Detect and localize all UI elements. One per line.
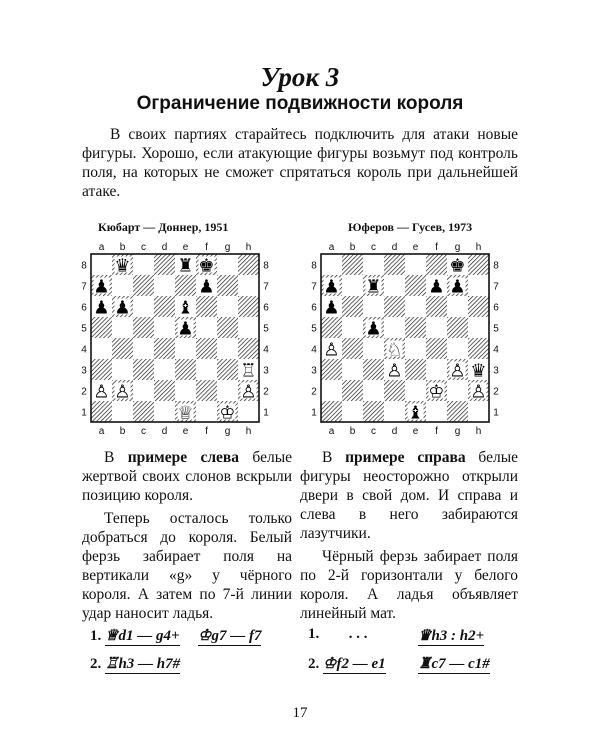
rank-label-right-7: 7	[493, 281, 499, 293]
file-label-bottom-e: e	[412, 426, 419, 437]
piece-black-a6: ♟	[93, 297, 110, 319]
square-d7	[154, 275, 175, 296]
piece-black-g7: ♟	[449, 276, 466, 298]
piece-black-a7: ♟	[93, 276, 110, 298]
square-g6	[447, 296, 468, 317]
right-p1-lead: В	[322, 449, 346, 466]
square-b2	[342, 380, 363, 401]
lesson-title: Урок 3	[260, 62, 340, 92]
file-label-top-c: c	[371, 242, 376, 253]
square-b7	[112, 275, 133, 296]
rank-label-left-7: 7	[81, 281, 87, 293]
square-c1	[133, 401, 154, 422]
left-move-1-white: ♕d1 — g4+	[105, 628, 180, 644]
rank-label-left-1: 1	[311, 407, 317, 419]
square-a5	[91, 317, 112, 338]
left-p1-lead: В	[104, 449, 128, 466]
square-d2	[384, 380, 405, 401]
rank-label-right-1: 1	[263, 407, 269, 419]
file-label-top-b: b	[119, 242, 126, 253]
rank-label-right-1: 1	[493, 407, 499, 419]
square-h4	[468, 338, 489, 359]
piece-white-g1: ♔	[219, 402, 236, 424]
piece-black-e5: ♟	[177, 318, 194, 340]
square-g1	[447, 401, 468, 422]
piece-black-b8: ♛	[114, 255, 131, 277]
square-b4	[342, 338, 363, 359]
file-label-bottom-f: f	[205, 426, 208, 437]
square-f4	[426, 338, 447, 359]
piece-black-f8: ♚	[198, 255, 215, 277]
left-move-2-number: 2.	[90, 656, 102, 672]
square-d6	[384, 296, 405, 317]
rank-label-right-2: 2	[493, 386, 499, 398]
square-h1	[468, 401, 489, 422]
file-label-top-h: h	[475, 242, 482, 253]
square-c2	[363, 380, 384, 401]
rank-label-right-3: 3	[263, 365, 269, 377]
piece-black-f7: ♟	[198, 276, 215, 298]
piece-black-e6: ♝	[177, 297, 194, 319]
file-label-bottom-b: b	[119, 426, 126, 437]
piece-white-e1: ♕	[177, 402, 194, 424]
square-b5	[342, 317, 363, 338]
rank-label-right-4: 4	[263, 344, 269, 356]
square-a8	[321, 254, 342, 275]
file-label-top-f: f	[205, 242, 208, 253]
square-h5	[238, 317, 259, 338]
piece-black-f7: ♟	[428, 276, 445, 298]
square-b3	[342, 359, 363, 380]
square-d6	[154, 296, 175, 317]
right-p1-bold: примере справа	[345, 449, 466, 466]
right-move-1-dots: . . .	[349, 626, 368, 642]
square-h4	[238, 338, 259, 359]
square-h5	[468, 317, 489, 338]
square-d4	[154, 338, 175, 359]
file-label-top-g: g	[454, 242, 461, 253]
square-a5	[321, 317, 342, 338]
square-c3	[133, 359, 154, 380]
file-label-top-g: g	[224, 242, 231, 253]
file-label-bottom-h: h	[245, 426, 252, 437]
piece-black-a6: ♟	[323, 297, 340, 319]
file-label-top-d: d	[391, 242, 398, 253]
piece-black-a7: ♟	[323, 276, 340, 298]
rank-label-left-4: 4	[311, 344, 317, 356]
square-h8	[238, 254, 259, 275]
left-chess-diagram	[78, 240, 272, 440]
square-c4	[133, 338, 154, 359]
lesson-subtitle: Ограничение подвижности короля	[136, 93, 464, 114]
piece-black-e1: ♝	[407, 402, 424, 424]
file-label-bottom-c: c	[141, 426, 146, 437]
rank-label-left-5: 5	[81, 323, 87, 335]
rank-label-right-4: 4	[493, 344, 499, 356]
file-label-bottom-g: g	[224, 426, 231, 437]
rank-label-left-7: 7	[311, 281, 317, 293]
square-c6	[133, 296, 154, 317]
file-label-bottom-f: f	[435, 426, 438, 437]
square-a1	[91, 401, 112, 422]
left-paragraph-1	[82, 448, 292, 505]
file-label-bottom-h: h	[475, 426, 482, 437]
right-paragraph-1	[300, 448, 518, 543]
file-label-bottom-a: a	[98, 426, 105, 437]
square-b4	[112, 338, 133, 359]
square-h1	[238, 401, 259, 422]
piece-white-f2: ♔	[428, 381, 445, 403]
file-label-top-h: h	[245, 242, 252, 253]
left-explanation	[82, 448, 292, 627]
piece-white-a2: ♙	[93, 381, 110, 403]
square-c1	[363, 401, 384, 422]
right-move-1	[308, 626, 368, 643]
piece-black-c5: ♟	[365, 318, 382, 340]
right-diagram-caption: Юферов — Гусев, 1973	[348, 220, 473, 234]
square-a3	[321, 359, 342, 380]
square-e4	[175, 338, 196, 359]
square-e2	[175, 380, 196, 401]
right-board-svg	[308, 240, 502, 440]
piece-white-a4: ♙	[323, 339, 340, 361]
square-a1	[321, 401, 342, 422]
square-g3	[217, 359, 238, 380]
square-f3	[196, 359, 217, 380]
right-explanation	[300, 448, 518, 627]
piece-white-d4: ♘	[386, 339, 403, 361]
right-move-2-number: 2.	[308, 656, 320, 672]
left-p1-bold: примере слева	[127, 449, 240, 466]
square-b1	[342, 401, 363, 422]
square-g5	[447, 317, 468, 338]
file-label-bottom-b: b	[349, 426, 356, 437]
rank-label-left-2: 2	[311, 386, 317, 398]
rank-label-right-5: 5	[263, 323, 269, 335]
square-d7	[384, 275, 405, 296]
rank-label-left-1: 1	[81, 407, 87, 419]
right-move-1-reply	[418, 626, 484, 645]
piece-black-g8: ♚	[449, 255, 466, 277]
left-move-1-number: 1.	[90, 628, 102, 644]
piece-black-b6: ♟	[114, 297, 131, 319]
square-b6	[342, 296, 363, 317]
square-e8	[405, 254, 426, 275]
square-f1	[196, 401, 217, 422]
file-label-top-c: c	[141, 242, 146, 253]
square-h6	[468, 296, 489, 317]
square-g4	[447, 338, 468, 359]
piece-black-e8: ♜	[177, 255, 194, 277]
square-b3	[112, 359, 133, 380]
left-board-svg	[78, 240, 272, 440]
square-d1	[384, 401, 405, 422]
square-h7	[238, 275, 259, 296]
rank-label-right-8: 8	[493, 260, 499, 272]
left-move-1-black: ♔g7 — f7	[198, 628, 262, 644]
square-d8	[384, 254, 405, 275]
square-d5	[384, 317, 405, 338]
rank-label-right-3: 3	[493, 365, 499, 377]
square-b1	[112, 401, 133, 422]
file-label-bottom-e: e	[182, 426, 189, 437]
left-move-2	[90, 654, 180, 673]
square-e2	[405, 380, 426, 401]
rank-label-right-6: 6	[493, 302, 499, 314]
intro-paragraph	[82, 125, 518, 201]
square-b7	[342, 275, 363, 296]
square-e6	[405, 296, 426, 317]
square-f5	[426, 317, 447, 338]
square-e7	[405, 275, 426, 296]
piece-white-d3: ♙	[386, 360, 403, 382]
square-h8	[468, 254, 489, 275]
square-a3	[91, 359, 112, 380]
square-c5	[133, 317, 154, 338]
rank-label-left-3: 3	[81, 365, 87, 377]
square-c8	[133, 254, 154, 275]
rank-label-left-4: 4	[81, 344, 87, 356]
square-e3	[405, 359, 426, 380]
piece-black-c7: ♜	[365, 276, 382, 298]
square-g2	[447, 380, 468, 401]
square-b5	[112, 317, 133, 338]
square-f3	[426, 359, 447, 380]
rank-label-left-5: 5	[311, 323, 317, 335]
square-b8	[342, 254, 363, 275]
piece-white-b2: ♙	[114, 381, 131, 403]
square-c7	[133, 275, 154, 296]
square-a4	[91, 338, 112, 359]
rank-label-right-6: 6	[263, 302, 269, 314]
square-a8	[91, 254, 112, 275]
square-h7	[468, 275, 489, 296]
piece-white-h2: ♙	[470, 381, 487, 403]
file-label-bottom-g: g	[454, 426, 461, 437]
file-label-top-e: e	[182, 242, 189, 253]
right-chess-diagram	[308, 240, 502, 440]
right-move-2	[308, 654, 386, 673]
right-move-1-number: 1.	[308, 626, 320, 642]
right-p1-rest: белые фигуры неосторожно открыли двери в свой дом. И справа и слева в него забираются лазутчики.	[300, 449, 518, 542]
left-diagram-caption: Кюбарт — Доннер, 1951	[98, 220, 229, 234]
square-g4	[217, 338, 238, 359]
file-label-top-b: b	[349, 242, 356, 253]
file-label-bottom-d: d	[161, 426, 168, 437]
piece-white-h2: ♙	[240, 381, 257, 403]
file-label-top-d: d	[161, 242, 168, 253]
right-paragraph-2: Чёрный ферзь забирает поля по 2-й горизонтали у белого короля. А ладья объявляет линейный мат.	[300, 548, 518, 622]
square-g6	[217, 296, 238, 317]
square-c4	[363, 338, 384, 359]
square-f8	[426, 254, 447, 275]
right-move-2-reply	[418, 654, 490, 673]
square-d1	[154, 401, 175, 422]
left-p1-rest: белые жертвой своих слонов вскрыли позицию короля.	[82, 449, 293, 504]
square-d8	[154, 254, 175, 275]
square-h6	[238, 296, 259, 317]
square-c3	[363, 359, 384, 380]
page-number: 17	[292, 705, 308, 721]
square-e7	[175, 275, 196, 296]
left-move-1	[90, 626, 180, 645]
square-d5	[154, 317, 175, 338]
square-e3	[175, 359, 196, 380]
square-g8	[217, 254, 238, 275]
rank-label-right-5: 5	[493, 323, 499, 335]
rank-label-right-2: 2	[263, 386, 269, 398]
left-move-1-reply	[198, 626, 261, 645]
file-label-top-e: e	[412, 242, 419, 253]
rank-label-right-8: 8	[263, 260, 269, 272]
rank-label-right-7: 7	[263, 281, 269, 293]
right-move-2-black: ♜c7 — c1#	[418, 656, 490, 672]
square-f4	[196, 338, 217, 359]
square-g7	[217, 275, 238, 296]
rank-label-left-3: 3	[311, 365, 317, 377]
piece-black-h3: ♛	[470, 360, 487, 382]
piece-white-g3: ♙	[449, 360, 466, 382]
right-move-2-white: ♔f2 — e1	[323, 656, 386, 672]
piece-white-h3: ♖	[240, 360, 257, 382]
square-f5	[196, 317, 217, 338]
intro-text: В своих партиях старайтесь подключить для атаки новые фигуры. Хорошо, если атакующие фигуры возьмут под контроль поля, на которых не сможет спрятаться король при дальнейшей атаке.	[82, 126, 518, 200]
square-g2	[217, 380, 238, 401]
rank-label-left-8: 8	[311, 260, 317, 272]
rank-label-left-2: 2	[81, 386, 87, 398]
square-f1	[426, 401, 447, 422]
square-c2	[133, 380, 154, 401]
rank-label-left-6: 6	[311, 302, 317, 314]
square-f6	[196, 296, 217, 317]
file-label-top-a: a	[98, 242, 105, 253]
file-label-bottom-c: c	[371, 426, 376, 437]
rank-label-left-6: 6	[81, 302, 87, 314]
square-g5	[217, 317, 238, 338]
square-d2	[154, 380, 175, 401]
square-f2	[196, 380, 217, 401]
file-label-bottom-a: a	[328, 426, 335, 437]
file-label-top-f: f	[435, 242, 438, 253]
square-f6	[426, 296, 447, 317]
right-move-1-black: ♛h3 : h2+	[418, 628, 485, 644]
rank-label-left-8: 8	[81, 260, 87, 272]
square-c8	[363, 254, 384, 275]
square-a2	[321, 380, 342, 401]
square-d3	[154, 359, 175, 380]
left-paragraph-2: Теперь осталось только добраться до короля. Белый ферзь забирает поля на вертикали «g» у чёрного короля. А затем по 7-й линии удар наносит ладья.	[82, 510, 292, 622]
square-c6	[363, 296, 384, 317]
file-label-bottom-d: d	[391, 426, 398, 437]
square-e4	[405, 338, 426, 359]
left-move-2-white: ♖h3 — h7#	[105, 656, 181, 672]
square-e5	[405, 317, 426, 338]
file-label-top-a: a	[328, 242, 335, 253]
